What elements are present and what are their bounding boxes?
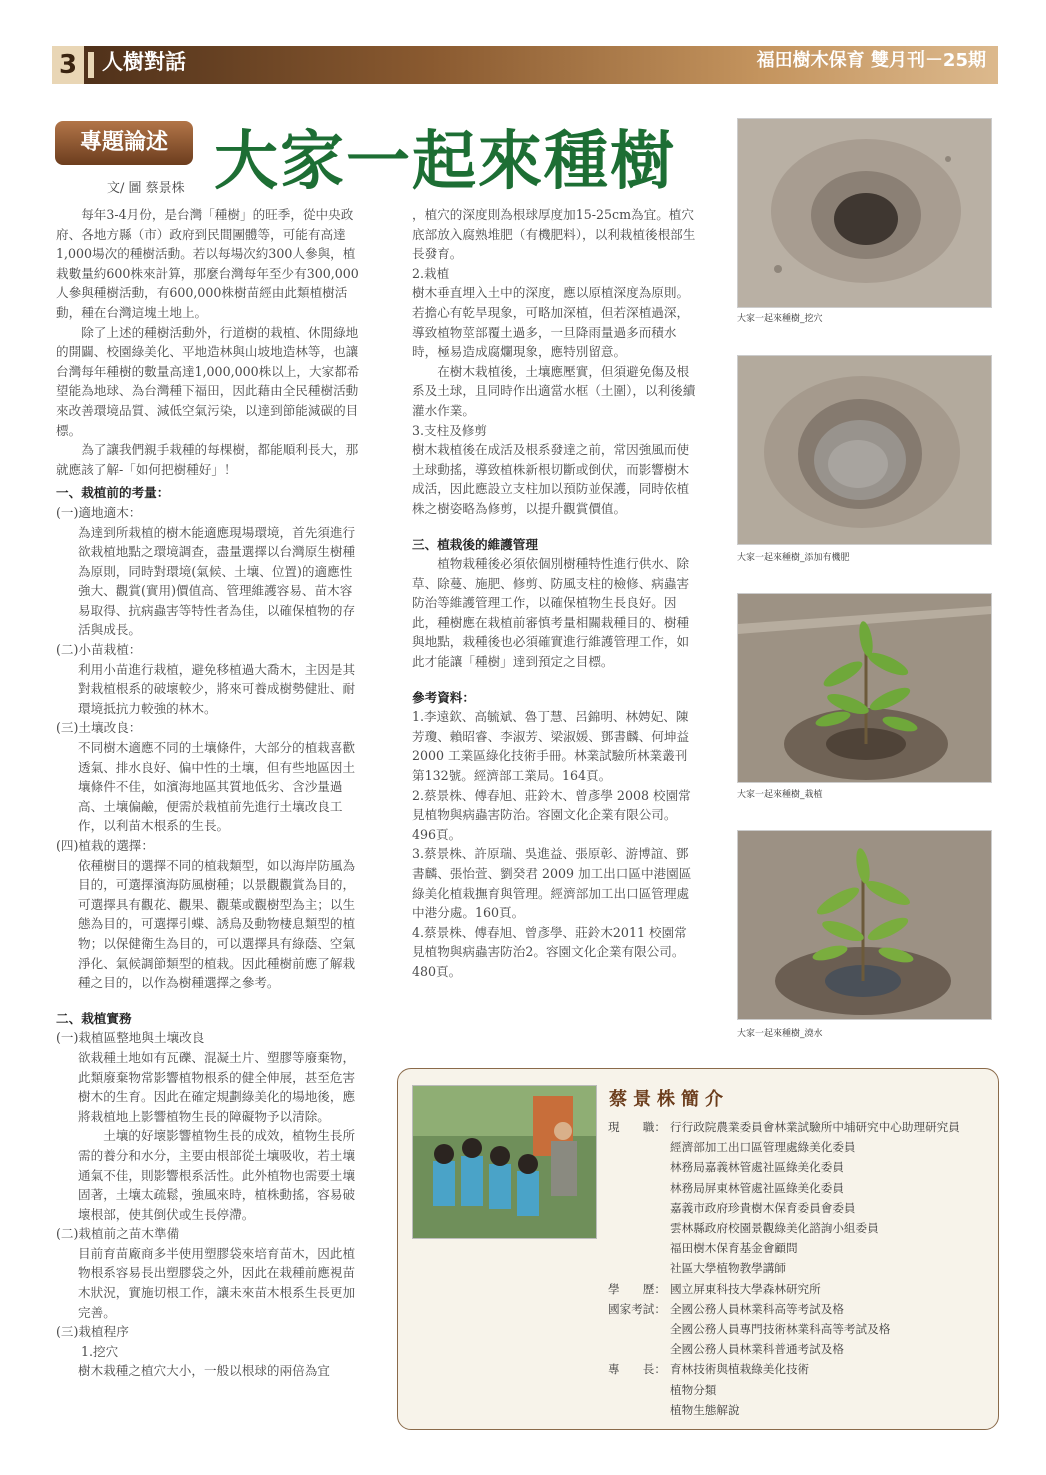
col1-paragraph: 每年3-4月份，是台灣「種樹」的旺季，從中央政府、各地方縣（市）政府到民間團體等，可能有高達1,000場次的種樹活動。若以每場次約300人參與，植栽數量約600株來計算，那麼台灣每年至少有300,000人參與種樹活動，有600,000株樹苗經由此類植樹活動，種在台灣這塊土地上。	[56, 207, 359, 320]
bio-row	[608, 1178, 960, 1198]
bio-label	[608, 1380, 670, 1400]
col1-paragraph: 欲栽種土地如有瓦礫、混凝土片、塑膠等廢棄物，此類廢棄物常影響植物根系的健全伸展，甚至危害樹木的生育。因此在確定規劃綠美化的場地後，應將栽植地上影響植物生長的障礙物予以清除。	[78, 1049, 356, 1124]
photo-watering	[737, 830, 992, 1020]
col1-paragraph: 為了讓我們親手栽種的每棵樹，都能順利長大，那就應該了解-「如何把樹種好」！	[56, 442, 359, 477]
col2-paragraph: ，植穴的深度則為根球厚度加15-25cm為宜。植穴底部放入腐熟堆肥（有機肥料），以利栽植後根部生長發育。	[412, 207, 696, 262]
col1-paragraph: (二)栽植前之苗木準備	[56, 1226, 180, 1242]
col2-paragraph: 植物栽種後必須依個別樹種特性進行供水、除草、除蔓、施肥、修剪、防風支柱的檢修、病蟲害防治等維護管理工作，以確保植物生長良好。因此，種樹應在栽植前審慎考量相關栽種目的、樹種與地點，栽種後也必須確實進行維護管理工作，如此才能讓「種樹」達到預定之目標。	[412, 556, 690, 670]
photo-caption-1: 大家一起來種樹_挖穴	[737, 314, 823, 324]
section-tag: 專題論述	[55, 121, 193, 165]
bio-details	[608, 1117, 960, 1420]
bio-value: 嘉義市政府珍貴樹木保育委員會委員	[670, 1200, 856, 1215]
bio-label	[608, 1157, 670, 1177]
article-title: 大家一起來種樹	[214, 125, 676, 199]
col1-paragraph: 不同樹木適應不同的土壤條件，大部分的植栽喜歡透氣、排水良好、偏中性的土壤，但有些地區因土壤條件不佳，如濱海地區其質地低劣、含沙量過高、土壤偏鹼，便需於栽植前先進行土壤改良工作，以利苗木根系的生長。	[78, 740, 356, 834]
photo-digging	[737, 118, 992, 308]
col1-paragraph: (一)栽植區整地與土壤改良	[56, 1030, 205, 1046]
photo-caption-2: 大家一起來種樹_添加有機肥	[737, 553, 850, 563]
bio-row	[608, 1157, 960, 1177]
col2-paragraph	[412, 672, 699, 684]
article-column-2	[412, 205, 699, 982]
author-bio-box	[397, 1068, 999, 1430]
col2-paragraph: 3.蔡景株、許原瑞、吳進益、張原彰、游博誼、鄧書麟、張怡萱、劉癸君 2009 加工出口區中港園區綠美化植栽撫育與管理。經濟部加工出口區管理處中港分處。160頁。	[412, 846, 692, 921]
bio-value: 全國公務人員專門技術林業科高等考試及格	[670, 1322, 891, 1337]
bio-label	[608, 1198, 670, 1218]
bio-value: 行行政院農業委員會林業試驗所中埔研究中心助理研究員	[670, 1120, 960, 1134]
col1-paragraph: (三)土壤改良：	[56, 720, 142, 736]
bio-value: 育林技術與植栽綠美化技術	[670, 1362, 810, 1377]
col1-paragraph: 一、栽植前的考量：	[56, 485, 170, 501]
bio-label	[608, 1258, 670, 1278]
bio-label: 專 長：	[608, 1362, 666, 1377]
col2-paragraph: 樹木栽植後在成活及根系發達之前，常因強風而使土球動搖，導致植株新根切斷或倒伏，而影響樹木成活，因此應設立支柱加以預防並保護，同時依植株之樹姿略為修剪，以提升觀賞價值。	[412, 442, 690, 516]
bio-value: 林務局嘉義林管處社區綠美化委員	[670, 1160, 844, 1175]
photo-caption-3: 大家一起來種樹_栽植	[737, 790, 823, 800]
col2-paragraph: 4.蔡景株、傅春旭、曾彥學、莊鈴木2011 校園常見植物與病蟲害防治2。容園文化企業有限公司。480頁。	[412, 924, 687, 979]
bio-row	[608, 1299, 960, 1319]
bio-value: 福田樹木保育基金會顧問	[670, 1241, 798, 1256]
bio-label: 國家考試：	[608, 1301, 666, 1316]
bio-row	[608, 1400, 960, 1420]
page-number: 3	[52, 46, 84, 84]
bio-row	[608, 1218, 960, 1238]
bio-label: 學 歷：	[608, 1281, 666, 1296]
col1-paragraph: 除了上述的種樹活動外，行道樹的栽植、休閒綠地的開闢、校園綠美化、平地造林與山坡地造林等，也讓台灣每年種樹的數量高達1,000,000株以上，大家都希望能為地球、為台灣種下福田，因此藉由全民種樹活動來改善環境品質、減低空氣污染，以達到節能減碳的目標。	[56, 324, 360, 438]
bio-row	[608, 1117, 960, 1137]
bio-value: 植物分類	[670, 1382, 717, 1397]
col1-paragraph: 目前育苗廠商多半使用塑膠袋來培育苗木，因此植物根系容易長出塑膠袋之外，因此在栽種前應視苗木狀況，實施切根工作，讓未來苗木根系生長更加完善。	[78, 1245, 356, 1320]
bio-label	[608, 1319, 670, 1339]
col1-paragraph: 依種樹目的選擇不同的植栽類型，如以海岸防風為目的，可選擇濱海防風樹種；以景觀觀賞為目的，可選擇具有觀花、觀果、觀葉或觀樹型為主；以生態為目的，可選擇引蝶、誘鳥及動物棲息類型的植物；以保健衛生為目的，可以選擇具有綠蔭、空氣淨化、氣候調節類型的植栽。因此種樹前應了解栽種之目的，以作為樹種選擇之參考。	[78, 857, 356, 991]
bio-label	[608, 1137, 670, 1157]
bio-value: 植物生態解說	[670, 1402, 740, 1417]
bio-value: 全國公務人員林業科普通考試及格	[670, 1342, 844, 1357]
col2-paragraph: 參考資料：	[412, 689, 475, 705]
bio-value: 林務局屏東林管處社區綠美化委員	[670, 1180, 844, 1195]
col2-paragraph: 在樹木栽植後，土壤應壓實，但須避免傷及根系及土球，且同時作出適當水框（土圍），以利後續灌水作業。	[412, 363, 696, 418]
col1-paragraph: (四)植栽的選擇：	[56, 838, 154, 853]
bio-label	[608, 1238, 670, 1258]
bio-value: 國立屏東科技大學森林研究所	[670, 1281, 821, 1296]
bio-label: 現 職：	[608, 1120, 666, 1134]
col1-paragraph: (三)栽植程序	[56, 1324, 129, 1340]
bio-row	[608, 1339, 960, 1359]
section-title: 人樹對話	[102, 50, 186, 74]
col1-paragraph: 樹木栽種之植穴大小，一般以根球的兩倍為宜	[78, 1363, 330, 1379]
bio-label	[608, 1178, 670, 1198]
col1-paragraph: 土壤的好壞影響植物生長的成效，植物生長所需的養分和水分，主要由根部從土壤吸收，若土壤通氣不佳，則影響根系活性。此外植物也需要土壤固著，土壤太疏鬆，強風來時，植株動搖，容易破壞根部，使其倒伏或生長停滯。	[78, 1128, 356, 1222]
author-photo	[412, 1085, 597, 1239]
col2-paragraph: 三、植栽後的維護管理	[412, 536, 538, 552]
bio-title: 蔡景株簡介	[609, 1089, 729, 1110]
bio-label	[608, 1339, 670, 1359]
bio-row	[608, 1198, 960, 1218]
col1-paragraph: 利用小苗進行栽植，避免移植過大喬木，主因是其對栽植根系的破壞較少，將來可養成樹勢健壯、耐環境抵抗力較強的林木。	[78, 661, 356, 716]
col2-paragraph: 樹木垂直埋入土中的深度，應以原植深度為原則。若擔心有乾旱現象，可略加深植，但若深植過深，導致植物莖部覆土過多，一旦降雨量過多而積水時，極易造成腐爛現象，應特別留意。	[412, 285, 690, 360]
col1-paragraph: 1.挖穴	[81, 1343, 119, 1359]
bio-value: 全國公務人員林業科高等考試及格	[670, 1301, 844, 1316]
photo-fertilizer	[737, 355, 992, 545]
header-divider	[88, 52, 94, 78]
bio-row	[608, 1319, 960, 1339]
bio-value: 雲林縣政府校園景觀綠美化諮詢小組委員	[670, 1221, 879, 1236]
bio-row	[608, 1137, 960, 1157]
bio-row	[608, 1359, 960, 1379]
bio-row	[608, 1279, 960, 1299]
col2-paragraph	[412, 519, 699, 531]
publication-title: 福田樹木保育 雙月刊－25期	[756, 50, 986, 71]
col1-paragraph: (一)適地適木：	[56, 504, 142, 520]
col2-paragraph: 2.蔡景株、傅春旭、莊鈴木、曾彥學 2008 校園常見植物與病蟲害防治。容園文化企業有限公司。496頁。	[412, 787, 691, 842]
bio-row	[608, 1380, 960, 1400]
bio-row	[608, 1238, 960, 1258]
bio-label	[608, 1218, 670, 1238]
col1-paragraph: 二、栽植實務	[56, 1010, 132, 1026]
page-header	[52, 46, 998, 84]
col2-paragraph: 2.栽植	[412, 265, 450, 281]
col1-paragraph: 為達到所栽植的樹木能適應現場環境，首先須進行欲栽植地點之環境調查，盡量選擇以台灣原生樹種為原則，同時對環境(氣候、土壤、位置)的適應性強大、觀賞(實用)價值高、管理維護容易、苗木容易取得、抗病蟲害等特性者為佳，以確保植物的存活與成長。	[78, 524, 356, 638]
bio-label	[608, 1400, 670, 1420]
photo-planting	[737, 593, 992, 783]
bio-value: 經濟部加工出口區管理處綠美化委員	[670, 1140, 856, 1155]
article-column-1	[56, 205, 360, 1381]
col1-paragraph: (二)小苗栽植：	[56, 642, 142, 658]
col1-paragraph	[56, 993, 360, 1005]
col2-paragraph: 1.李遠欽、高毓斌、魯丁慧、呂錦明、林娉妃、陳芳瓊、賴昭睿、李淑芳、梁淑媛、鄧書麟、何坤益 2000 工業區綠化技術手冊。林業試驗所林業叢刊第132號。經濟部工業局。164頁。	[412, 709, 690, 784]
photo-caption-4: 大家一起來種樹_澆水	[737, 1029, 823, 1039]
bio-row	[608, 1258, 960, 1278]
byline: 文/ 圖 蔡景株	[107, 181, 185, 196]
bio-value: 社區大學植物教學講師	[670, 1261, 786, 1276]
col2-paragraph: 3.支柱及修剪	[412, 422, 487, 438]
